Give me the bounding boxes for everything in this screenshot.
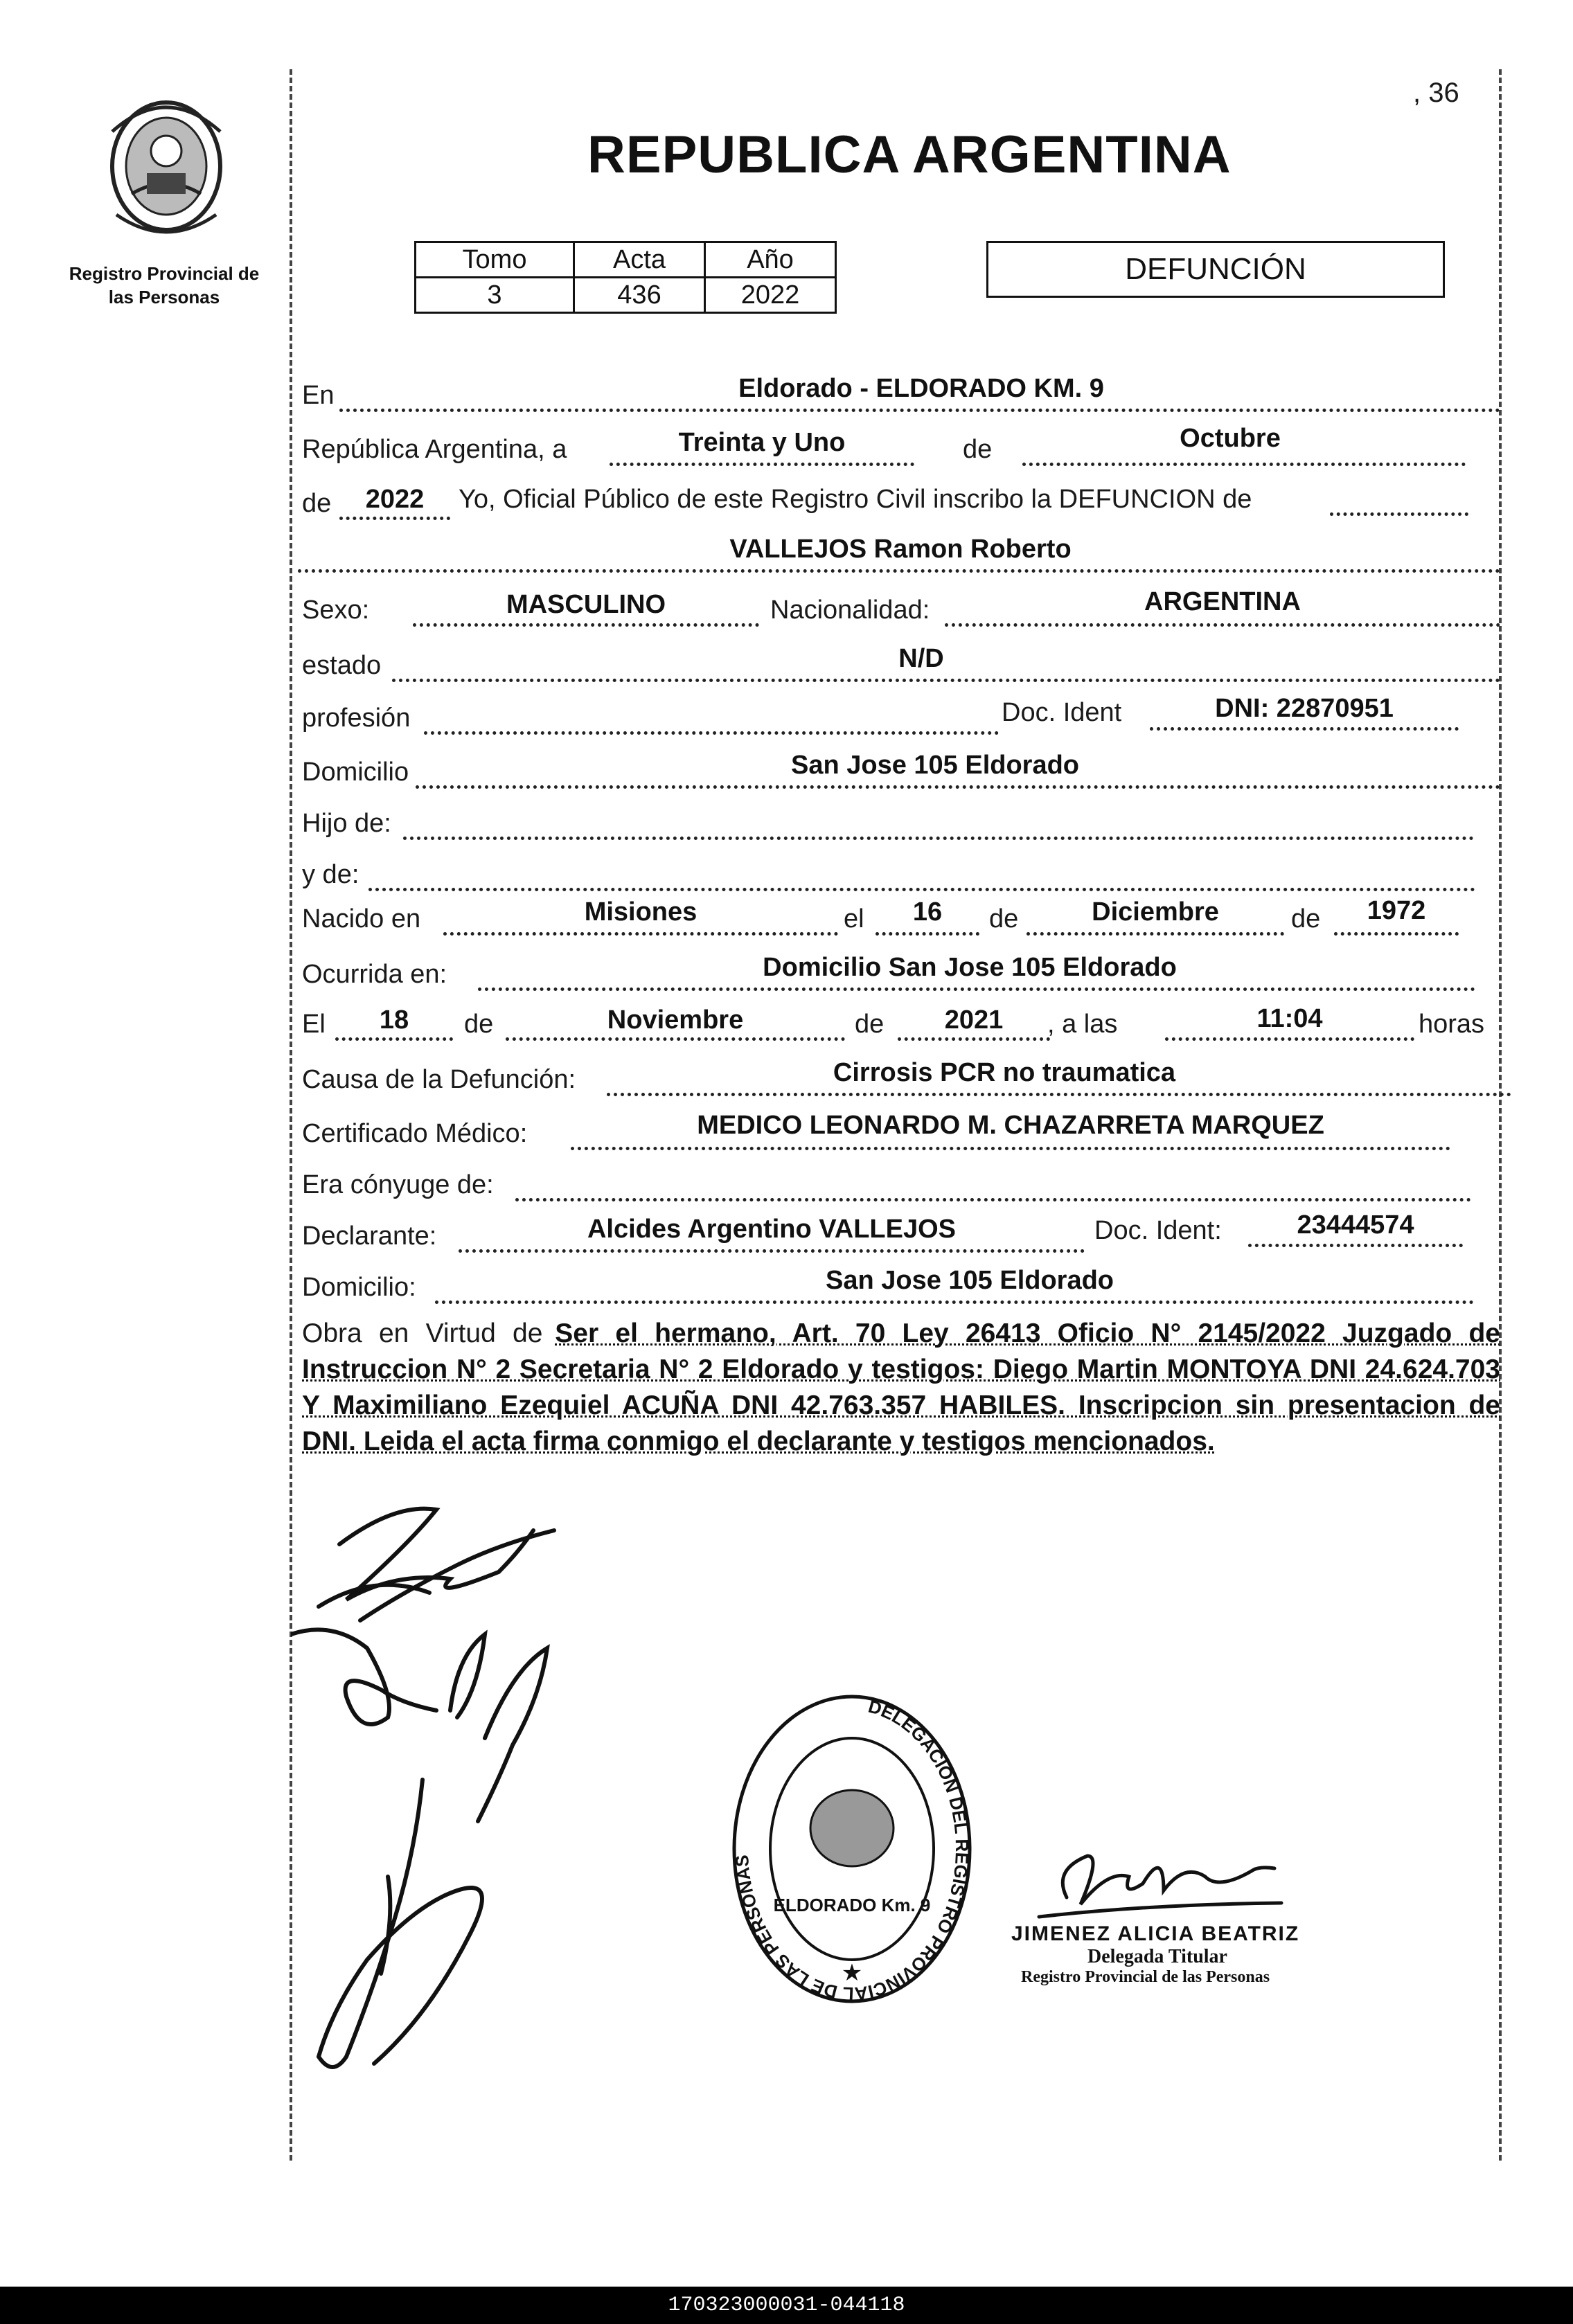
- death-month-value: Noviembre: [607, 1005, 744, 1035]
- hijo-label: Hijo de:: [302, 809, 391, 838]
- hijo-line: [403, 837, 1474, 840]
- death-year-line: [898, 1037, 1050, 1041]
- de-label: de: [963, 435, 993, 464]
- death-de1-label: de: [464, 1010, 494, 1039]
- causa-label: Causa de la Defunción:: [302, 1065, 576, 1094]
- register-table-value-row: [416, 278, 836, 313]
- birth-year-value: 1972: [1367, 896, 1426, 925]
- day-line: [610, 463, 914, 466]
- domicilio2-value: San Jose 105 Eldorado: [825, 1266, 1114, 1295]
- ocurrida-line: [478, 987, 1475, 991]
- svg-text:DELEGACION DEL REGISTRO PROVIN: DELEGACION DEL REGISTRO PROVINCIAL DE LAS PERSONAS: [731, 1695, 973, 2005]
- death-time-value: 11:04: [1256, 1004, 1323, 1033]
- death-day-value: 18: [379, 1005, 409, 1035]
- domicilio-label: Domicilio: [302, 758, 409, 787]
- register-header-tomo: Tomo: [416, 242, 574, 278]
- conyuge-line: [515, 1198, 1471, 1201]
- doc-ident2-line: [1248, 1244, 1463, 1247]
- sexo-label: Sexo:: [302, 596, 370, 625]
- ocurrida-value: Domicilio San Jose 105 Eldorado: [763, 953, 1177, 982]
- page-title: REPUBLICA ARGENTINA: [587, 125, 1232, 184]
- death-month-line: [506, 1037, 845, 1041]
- document-type-box: DEFUNCIÓN: [986, 241, 1445, 298]
- sexo-value: MASCULINO: [506, 590, 666, 619]
- nacido-label: Nacido en: [302, 904, 421, 933]
- day-value: Treinta y Uno: [678, 428, 846, 457]
- register-header-anio: Año: [705, 242, 836, 278]
- right-margin-line: [1499, 69, 1502, 2161]
- domicilio2-label: Domicilio:: [302, 1273, 416, 1302]
- domicilio-line: [416, 785, 1500, 789]
- provincial-emblem: [97, 90, 235, 242]
- birth-day-line: [876, 932, 979, 936]
- svg-text:ELDORADO Km. 9: ELDORADO Km. 9: [773, 1895, 931, 1915]
- death-el-label: El: [302, 1010, 326, 1039]
- death-year-value: 2021: [944, 1005, 1004, 1035]
- register-header-acta: Acta: [574, 242, 705, 278]
- birth-month-value: Diciembre: [1092, 897, 1219, 927]
- estado-line: [392, 679, 1500, 682]
- certificado-value: MEDICO LEONARDO M. CHAZARRETA MARQUEZ: [697, 1111, 1324, 1140]
- place-line: [339, 409, 1500, 412]
- register-value-tomo: 3: [416, 278, 574, 313]
- nacionalidad-line: [945, 623, 1500, 627]
- birth-de2-label: de: [1291, 904, 1321, 933]
- causa-line: [607, 1093, 1511, 1096]
- declarante-line: [459, 1249, 1085, 1253]
- official-office: Registro Provincial de las Personas: [1021, 1968, 1270, 1986]
- year-line: [339, 517, 450, 520]
- certificado-line: [571, 1147, 1450, 1150]
- horas-label: horas: [1419, 1010, 1485, 1039]
- register-table-header-row: [416, 242, 836, 278]
- doc-ident-value: DNI: 22870951: [1215, 694, 1394, 723]
- ocurrida-label: Ocurrida en:: [302, 960, 447, 989]
- death-de2-label: de: [855, 1010, 885, 1039]
- official-name: JIMENEZ ALICIA BEATRIZ: [1011, 1922, 1300, 1945]
- nacido-value: Misiones: [584, 897, 697, 927]
- yde-label: y de:: [302, 860, 359, 889]
- official-block: [1011, 1922, 1358, 1987]
- conyuge-label: Era cónyuge de:: [302, 1170, 494, 1199]
- doc-ident-label: Doc. Ident: [1002, 698, 1122, 727]
- yo-text: Yo, Oficial Público de este Registro Civil inscribo la DEFUNCION de: [459, 485, 1252, 514]
- certificado-label: Certificado Médico:: [302, 1119, 528, 1148]
- doc-ident-line: [1150, 727, 1459, 731]
- nacionalidad-value: ARGENTINA: [1144, 587, 1301, 616]
- en-label: En: [302, 381, 335, 410]
- year-value: 2022: [365, 485, 425, 514]
- birth-month-line: [1027, 932, 1284, 936]
- declarante-value: Alcides Argentino VALLEJOS: [587, 1215, 957, 1244]
- obra-paragraph: [302, 1316, 1500, 1460]
- birth-year-line: [1334, 932, 1459, 936]
- register-value-acta: 436: [574, 278, 705, 313]
- deceased-line: [298, 569, 1500, 573]
- obra-label: Obra en Virtud de: [302, 1319, 543, 1348]
- doc-ident2-value: 23444574: [1297, 1210, 1414, 1240]
- official-stamp: [727, 1690, 977, 2008]
- official-role: Delegada Titular: [1087, 1946, 1227, 1967]
- month-value: Octubre: [1180, 424, 1281, 453]
- profesion-label: profesión: [302, 704, 411, 733]
- month-line: [1022, 463, 1466, 466]
- declarante-label: Declarante:: [302, 1222, 437, 1251]
- estado-label: estado: [302, 651, 382, 680]
- official-signature: [1025, 1828, 1288, 1925]
- register-table: [414, 241, 837, 314]
- birth-el-label: el: [844, 904, 864, 933]
- estado-value: N/D: [898, 644, 944, 673]
- yde-line: [368, 888, 1475, 891]
- sexo-line: [413, 623, 759, 627]
- profesion-line: [424, 731, 999, 735]
- birth-day-value: 16: [912, 897, 943, 927]
- svg-text:★: ★: [841, 1960, 863, 1986]
- obra-text: Ser el hermano, Art. 70 Ley 26413 Oficio N° 2145/2022 Juzgado de Instruccion N° 2 Secretaria N° 2 Eldorado y testigos: Diego Martin MONTOYA DNI 24.624.703 Y Maximiliano Ezequiel ACUÑA DNI 42.763.357 HABILES. Inscripcion sin presentacion de DNI. Leida el acta firma conmigo el declarante y testigos mencionados.: [302, 1319, 1500, 1456]
- page-number: , 36: [1413, 78, 1459, 108]
- nacido-line: [443, 932, 838, 936]
- republica-label: República Argentina, a: [302, 435, 567, 464]
- death-day-line: [335, 1037, 453, 1041]
- alas-label: , a las: [1047, 1010, 1118, 1039]
- issuer-name: Registro Provincial de las Personas: [69, 263, 260, 307]
- signatures: [291, 1489, 610, 2098]
- register-value-anio: 2022: [705, 278, 836, 313]
- yo-line: [1330, 512, 1468, 516]
- doc-ident2-label: Doc. Ident:: [1094, 1216, 1222, 1245]
- domicilio-value: San Jose 105 Eldorado: [790, 751, 1080, 780]
- nacionalidad-label: Nacionalidad:: [770, 596, 930, 625]
- footer-code: 170323000031-044118: [0, 2287, 1573, 2324]
- de-year-label: de: [302, 489, 332, 518]
- deceased-name: VALLEJOS Ramon Roberto: [729, 535, 1072, 564]
- domicilio2-line: [435, 1300, 1474, 1304]
- death-time-line: [1165, 1037, 1414, 1041]
- birth-de1-label: de: [989, 904, 1019, 933]
- place-value: Eldorado - ELDORADO KM. 9: [738, 374, 1104, 403]
- causa-value: Cirrosis PCR no traumatica: [833, 1058, 1176, 1087]
